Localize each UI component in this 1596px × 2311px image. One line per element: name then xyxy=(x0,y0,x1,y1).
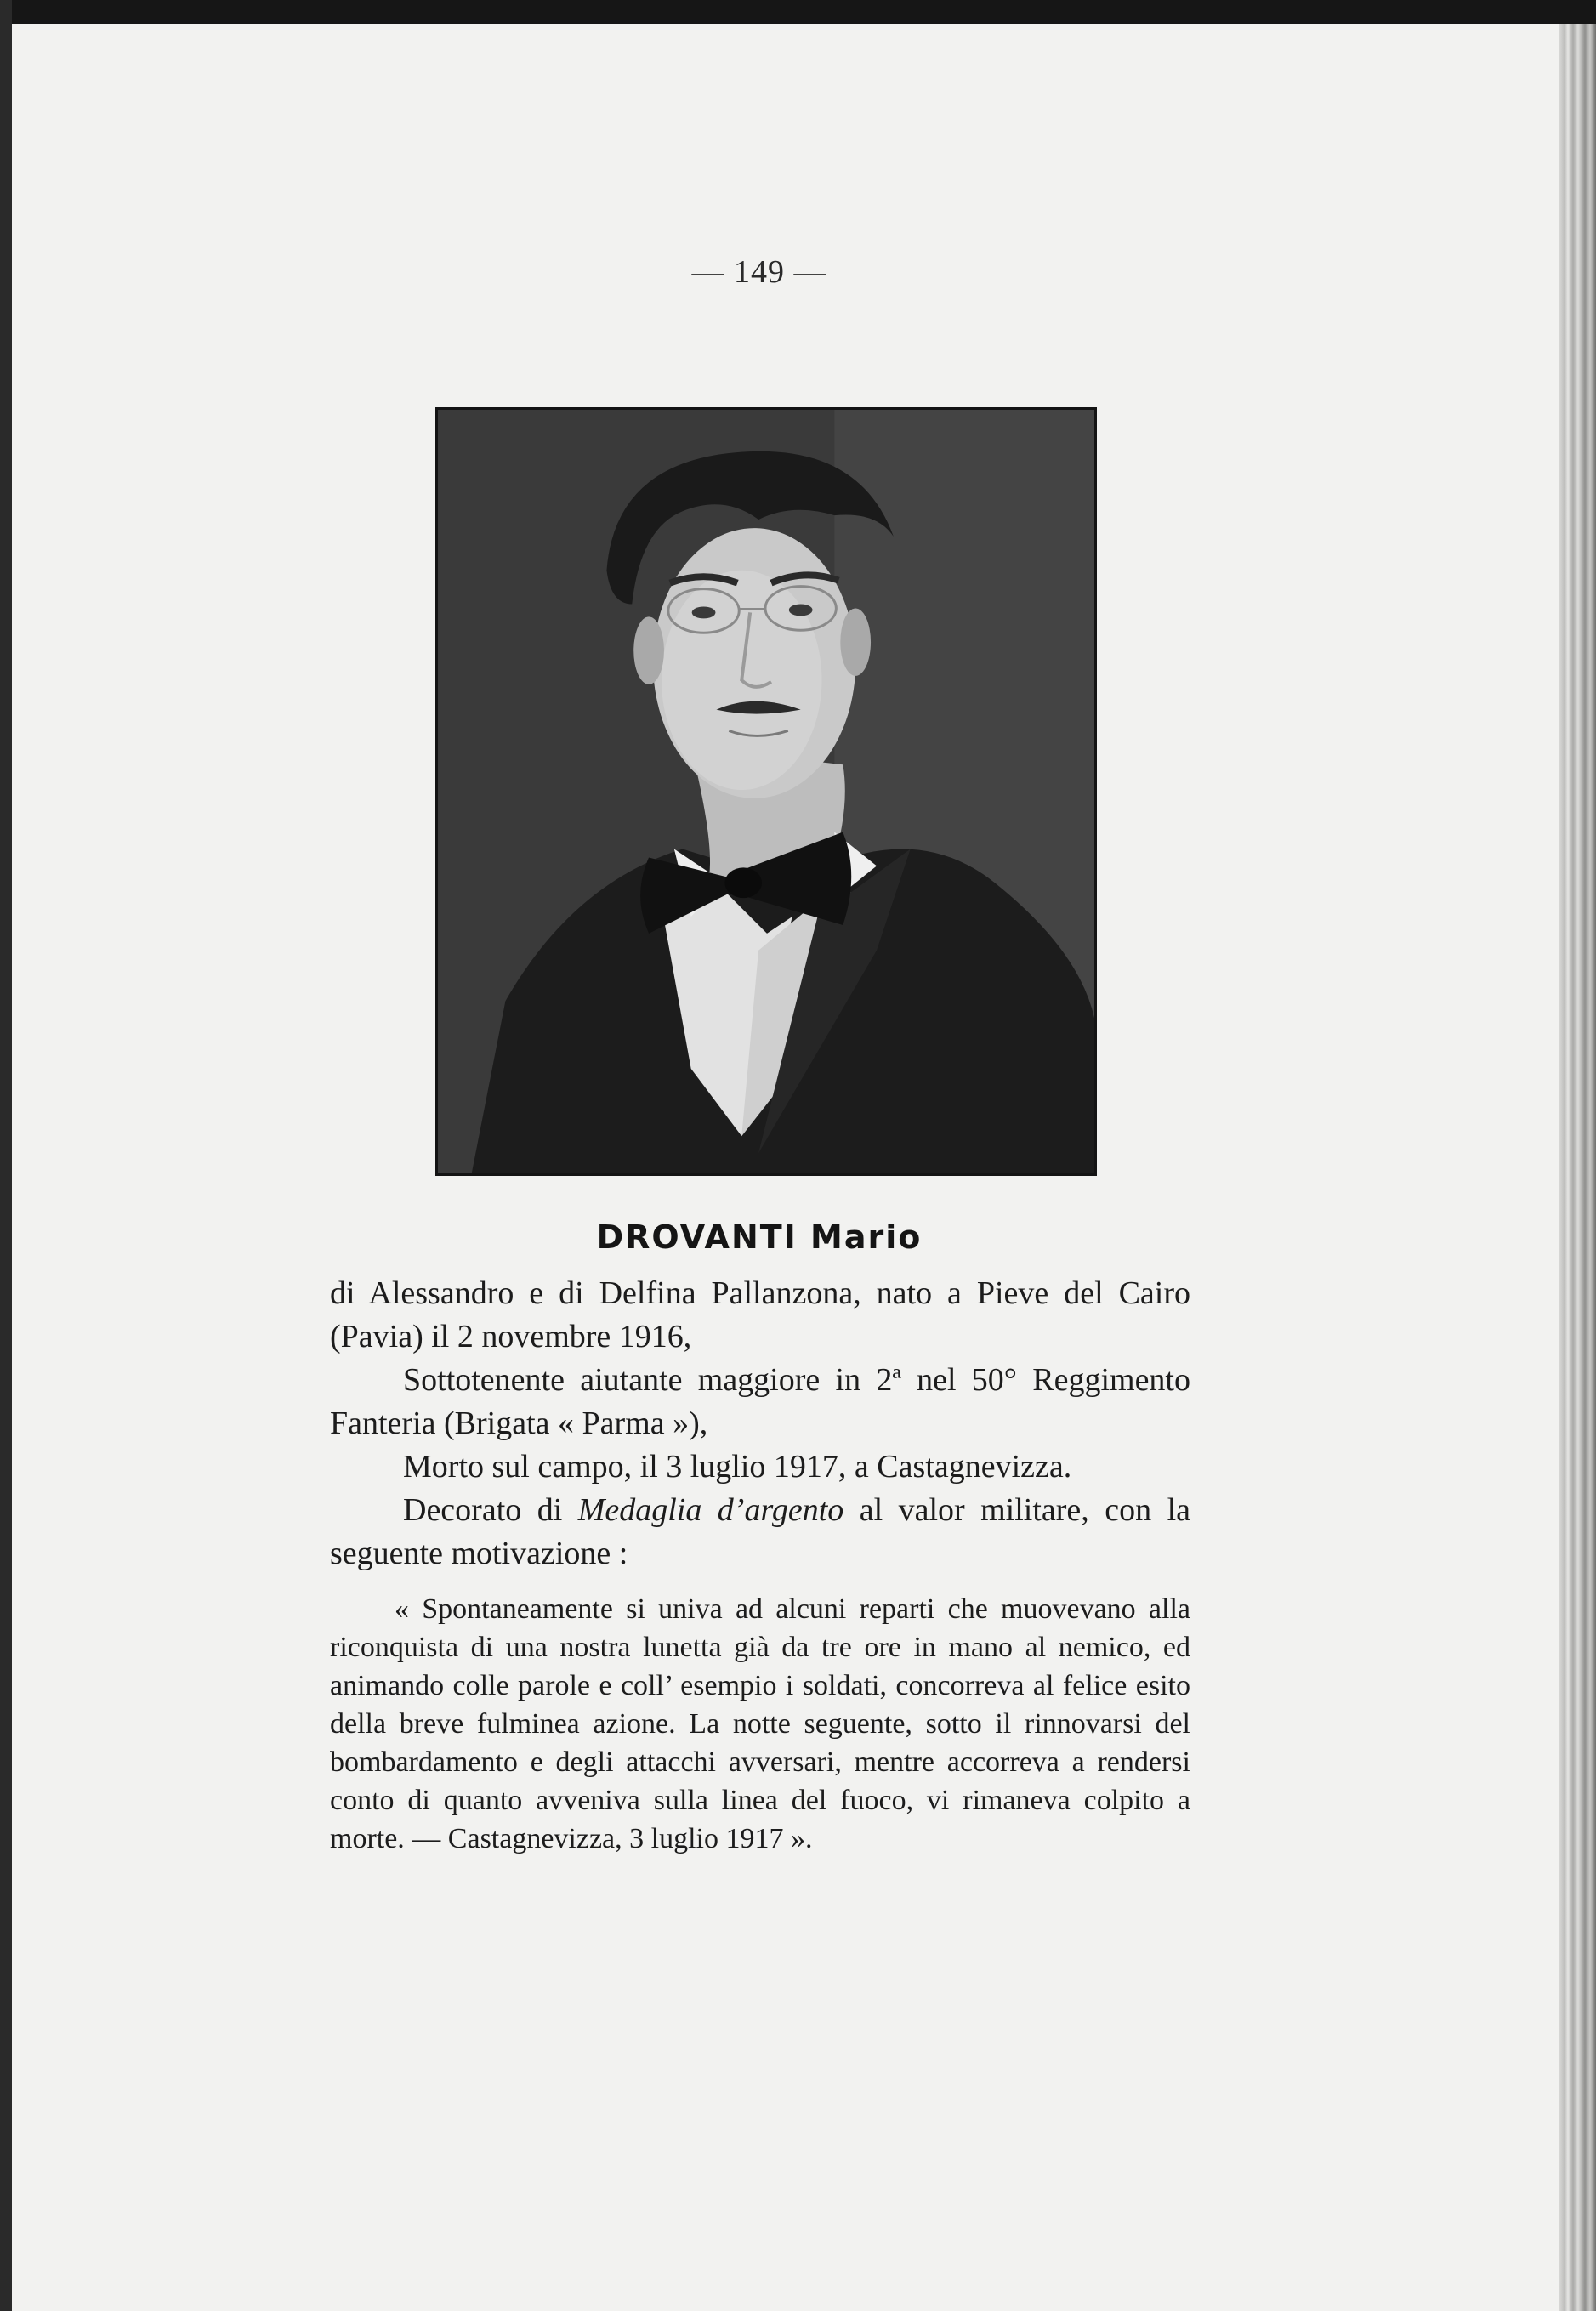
decoration-prefix: Decorato di xyxy=(403,1492,578,1528)
medal-name: Medaglia d’argento xyxy=(577,1492,844,1528)
scan-border-left xyxy=(0,0,12,2311)
rank-paragraph: Sottotenente aiutante maggiore in 2ª nel 50° Reggimento Fanteria (Brigata « Parma »), xyxy=(330,1362,1190,1441)
citation-block xyxy=(330,1590,1190,1858)
biography-text xyxy=(330,1272,1190,1576)
citation-text: « Spontaneamente si univa ad alcuni reparti che muovevano alla riconquista di una nostra lunetta già da tre ore in mano al nemico, ed animando colle parole e coll’ esempio i soldati, concorreva al felice esito della breve fulminea azione. La notte seguente, sotto il rinnovarsi del bombardamento e degli attacchi avversari, mentre accorreva a rendersi conto di quanto avveniva sulla linea del fuoco, vi rimaneva colpito a morte. — Castagnevizza, 3 luglio 1917 ». xyxy=(330,1593,1190,1854)
portrait-photo xyxy=(435,407,1097,1176)
decoration-paragraph xyxy=(330,1489,1190,1576)
birth-paragraph: di Alessandro e di Delfina Pallanzona, nato a Pieve del Cairo (Pavia) il 2 novembre 1916, xyxy=(330,1275,1190,1354)
book-page xyxy=(12,24,1559,2311)
decoration-suffix: al valor militare, con la seguente motivazione : xyxy=(330,1492,1190,1571)
page-edge-stack xyxy=(1559,24,1596,2311)
person-name: DROVANTI Mario xyxy=(596,1218,923,1256)
death-paragraph: Morto sul campo, il 3 luglio 1917, a Castagnevizza. xyxy=(403,1449,1072,1485)
scan-border-top xyxy=(0,0,1596,24)
page-number: — 149 — xyxy=(691,254,827,290)
portrait-image xyxy=(438,410,1094,1173)
